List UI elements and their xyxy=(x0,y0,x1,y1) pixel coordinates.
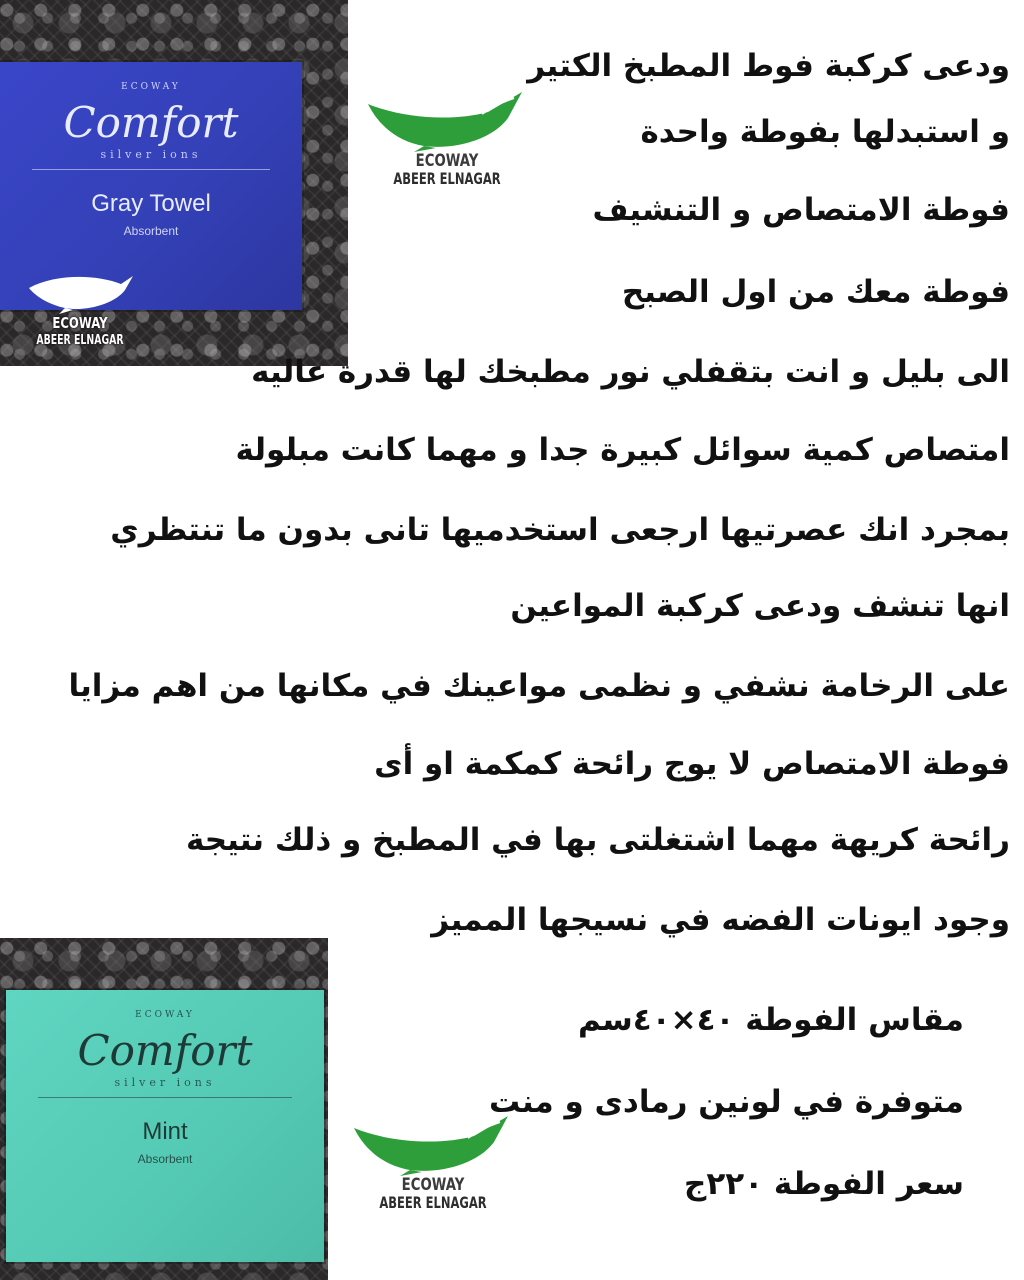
label-script-title: Comfort xyxy=(77,1026,253,1075)
label-product-name: Mint xyxy=(142,1118,188,1145)
logo-owner-name: ABEER ELNAGAR xyxy=(379,1193,487,1212)
label-divider xyxy=(32,169,270,170)
label-divider xyxy=(38,1097,292,1098)
label-product-name: Gray Towel xyxy=(91,190,211,217)
text-line-2: و استبدلها بفوطة واحدة xyxy=(640,114,1010,150)
logo-word: ECOWAY xyxy=(415,151,479,171)
label-description: Absorbent xyxy=(123,224,179,238)
text-line-8: انها تنشف ودعى كركبة المواعين xyxy=(510,588,1010,624)
text-line-9: على الرخامة نشفي و نظمى مواعينك في مكانها من اهم مزايا xyxy=(68,668,1010,704)
logo-owner-name: ABEER ELNAGAR xyxy=(36,333,124,348)
logo-owner-name: ABEER ELNAGAR xyxy=(393,169,501,188)
label-brand: ECOWAY xyxy=(135,1010,195,1020)
text-line-price: سعر الفوطة ٢٢٠ج xyxy=(684,1166,964,1202)
text-line-1: ودعى كركبة فوط المطبخ الكتير xyxy=(527,48,1010,84)
text-line-4: فوطة معك من اول الصبح xyxy=(621,274,1010,310)
bird-icon xyxy=(25,268,135,314)
text-line-size: مقاس الفوطة ٤٠×٤٠سم xyxy=(578,1002,964,1038)
text-line-6: امتصاص كمية سوائل كبيرة جدا و مهما كانت مبلولة xyxy=(235,432,1010,468)
text-line-12: وجود ايونات الفضه في نسيجها المميز xyxy=(431,902,1010,938)
label-script-title: Comfort xyxy=(63,98,239,147)
ecoway-logo-bottom xyxy=(338,1112,528,1212)
label-subtitle: silver ions xyxy=(114,1076,216,1089)
text-line-3: فوطة الامتصاص و التنشيف xyxy=(592,192,1010,228)
text-line-7: بمجرد انك عصرتيها ارجعى استخدميها تانى بدون ما تنتظري xyxy=(110,512,1010,548)
text-line-5: الى بليل و انت بتقفلي نور مطبخك لها قدرة عاليه xyxy=(251,354,1010,390)
label-subtitle: silver ions xyxy=(100,148,202,161)
logo-word: ECOWAY xyxy=(52,314,108,332)
ecoway-logo-top xyxy=(352,88,542,188)
logo-word: ECOWAY xyxy=(401,1175,465,1195)
product-photo-gray xyxy=(0,0,348,366)
label-brand: ECOWAY xyxy=(121,82,181,92)
text-line-11: رائحة كريهة مهما اشتغلتى بها في المطبخ و ذلك نتيجة xyxy=(185,822,1010,858)
product-photo-mint xyxy=(0,938,328,1280)
text-line-colors: متوفرة في لونين رمادى و منت xyxy=(489,1084,964,1120)
bird-icon xyxy=(362,88,532,152)
ecoway-logo-small xyxy=(0,268,160,350)
product-label-mint xyxy=(6,990,324,1262)
label-description: Absorbent xyxy=(137,1152,193,1166)
text-line-10: فوطة الامتصاص لا يوج رائحة كمكمة او أى xyxy=(374,746,1010,782)
